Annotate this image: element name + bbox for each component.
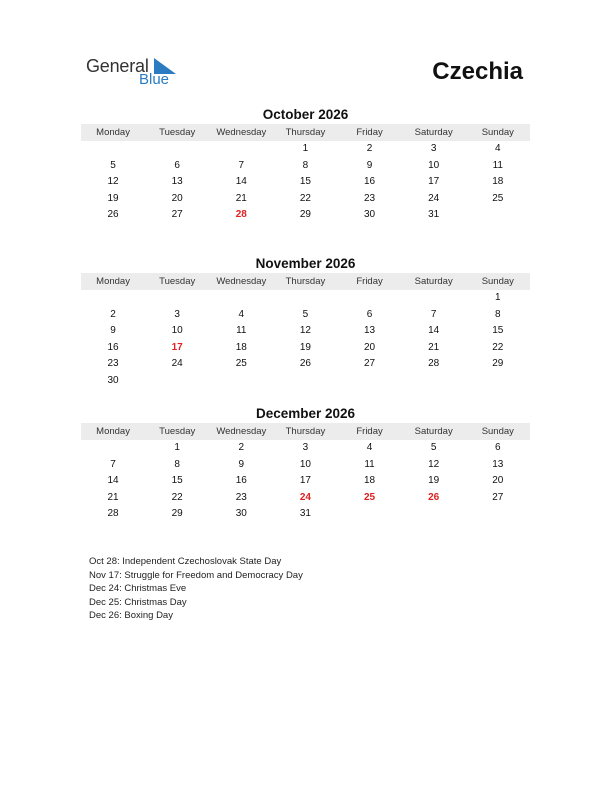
- month-october: [81, 106, 530, 224]
- day-cell: 22: [299, 192, 311, 204]
- weekday-label: Saturday: [414, 276, 453, 287]
- day-cell: 5: [110, 159, 116, 171]
- day-cell: 20: [171, 192, 183, 204]
- day-cell: 10: [171, 325, 183, 337]
- day-cell: 16: [107, 341, 119, 353]
- empty-day-cell: [466, 207, 530, 224]
- day-cell: 25: [492, 192, 504, 204]
- day-cell: 15: [492, 325, 504, 337]
- day-cell: 6: [495, 442, 501, 453]
- day-cell: 9: [366, 159, 373, 171]
- day-cell: 31: [299, 508, 311, 520]
- empty-day-cell: [273, 373, 337, 390]
- day-cell: 18: [492, 176, 504, 188]
- day-cell: 4: [366, 442, 373, 453]
- day-cell: 11: [236, 325, 247, 337]
- day-cell: 19: [107, 192, 119, 204]
- day-cell: 21: [107, 491, 119, 503]
- weekday-label: Tuesday: [159, 426, 196, 437]
- day-cell: 23: [107, 358, 119, 370]
- day-cell: 11: [492, 159, 503, 171]
- day-cell: 14: [428, 325, 440, 337]
- weekday-label: Saturday: [414, 426, 453, 437]
- day-cell: 31: [428, 209, 440, 221]
- empty-day-cell: [338, 506, 402, 523]
- day-cell: 6: [366, 308, 373, 320]
- day-cell: 5: [430, 442, 437, 453]
- weekday-label: Wednesday: [216, 276, 267, 287]
- empty-day-cell: [81, 290, 145, 307]
- day-cell: 26: [428, 491, 440, 503]
- holiday-entry: Dec 26: Boxing Day: [89, 610, 173, 622]
- day-cell: 21: [235, 192, 247, 204]
- day-cell: 16: [235, 475, 247, 487]
- empty-day-cell: [145, 373, 209, 390]
- day-cell: 24: [299, 491, 311, 503]
- empty-day-cell: [402, 506, 466, 523]
- day-cell: 24: [428, 192, 440, 204]
- empty-day-cell: [145, 290, 209, 307]
- empty-day-cell: [273, 290, 337, 307]
- day-cell: 1: [495, 292, 501, 303]
- weekday-header: [81, 124, 530, 141]
- day-cell: 15: [171, 475, 183, 487]
- day-cell: 3: [302, 442, 309, 453]
- day-cell: 3: [430, 143, 437, 154]
- empty-day-cell: [338, 373, 402, 390]
- logo-word-general: General: [86, 56, 149, 76]
- empty-day-cell: [402, 373, 466, 390]
- day-cell: 25: [364, 491, 376, 503]
- weekday-label: Thursday: [285, 276, 326, 287]
- day-cell: 25: [235, 358, 247, 370]
- day-cell: 27: [171, 209, 183, 221]
- day-cell: 2: [366, 143, 373, 154]
- day-cell: 20: [364, 341, 376, 353]
- empty-day-cell: [402, 290, 466, 307]
- weekday-label: Thursday: [285, 127, 326, 138]
- weekday-label: Tuesday: [159, 127, 196, 138]
- empty-day-cell: [145, 141, 209, 158]
- day-cell: 2: [110, 308, 116, 320]
- weekday-label: Sunday: [481, 276, 514, 287]
- empty-day-cell: [209, 373, 273, 390]
- day-cell: 7: [430, 308, 437, 320]
- weekday-label: Friday: [356, 276, 383, 287]
- weekday-label: Monday: [96, 276, 130, 287]
- day-cell: 11: [364, 458, 375, 470]
- day-cell: 16: [364, 176, 376, 188]
- day-cell: 22: [171, 491, 183, 503]
- month-december: [81, 405, 530, 523]
- logo: [86, 56, 186, 92]
- day-grid: [81, 141, 530, 224]
- weekday-header: [81, 423, 530, 440]
- holiday-list: [89, 555, 303, 623]
- day-cell: 29: [171, 508, 183, 520]
- weekday-label: Tuesday: [159, 276, 196, 287]
- day-cell: 28: [428, 358, 440, 370]
- day-cell: 20: [492, 475, 504, 487]
- day-cell: 14: [107, 475, 119, 487]
- day-cell: 19: [428, 475, 440, 487]
- weekday-label: Sunday: [481, 127, 514, 138]
- empty-day-cell: [466, 506, 530, 523]
- day-cell: 22: [492, 341, 504, 353]
- day-cell: 10: [299, 458, 311, 470]
- day-cell: 30: [107, 374, 119, 386]
- day-cell: 13: [171, 176, 183, 188]
- day-cell: 9: [110, 325, 116, 337]
- day-cell: 12: [107, 176, 119, 188]
- day-cell: 9: [238, 458, 245, 470]
- day-cell: 17: [299, 475, 311, 487]
- day-cell: 29: [492, 358, 504, 370]
- day-cell: 24: [171, 358, 183, 370]
- country-title: Czechia: [432, 58, 523, 85]
- holiday-entry: Dec 25: Christmas Day: [89, 596, 187, 608]
- day-grid: [81, 290, 530, 390]
- holiday-entry: Oct 28: Independent Czechoslovak State Day: [89, 556, 282, 567]
- day-cell: 4: [238, 308, 245, 320]
- day-cell: 23: [235, 491, 247, 503]
- weekday-label: Saturday: [414, 127, 453, 138]
- day-cell: 27: [364, 358, 376, 370]
- month-title: December 2026: [255, 406, 356, 421]
- day-cell: 27: [492, 491, 504, 503]
- weekday-label: Sunday: [481, 426, 514, 437]
- day-cell: 2: [238, 442, 245, 453]
- day-cell: 7: [238, 159, 245, 171]
- day-cell: 1: [302, 143, 309, 154]
- day-cell: 17: [171, 341, 183, 353]
- day-cell: 12: [299, 325, 311, 337]
- holiday-entry: Nov 17: Struggle for Freedom and Democracy Day: [89, 569, 303, 581]
- day-cell: 13: [492, 458, 504, 470]
- day-cell: 4: [495, 143, 501, 154]
- day-cell: 10: [428, 159, 440, 171]
- empty-day-cell: [338, 290, 402, 307]
- day-cell: 18: [364, 475, 376, 487]
- day-cell: 8: [495, 308, 501, 320]
- logo-word-blue: Blue: [139, 71, 170, 88]
- day-cell: 30: [364, 209, 376, 221]
- day-cell: 8: [174, 458, 180, 470]
- weekday-label: Wednesday: [216, 127, 267, 138]
- day-cell: 3: [174, 308, 180, 320]
- day-cell: 29: [299, 209, 311, 221]
- weekday-label: Wednesday: [216, 426, 267, 437]
- weekday-label: Monday: [96, 127, 130, 138]
- day-cell: 18: [235, 341, 247, 353]
- month-title: October 2026: [262, 107, 349, 122]
- month-title: November 2026: [255, 256, 356, 271]
- day-cell: 1: [174, 442, 180, 453]
- day-cell: 7: [110, 458, 116, 470]
- day-cell: 6: [174, 159, 180, 171]
- day-cell: 17: [428, 176, 440, 188]
- day-cell: 5: [302, 308, 309, 320]
- weekday-label: Friday: [356, 426, 383, 437]
- day-cell: 23: [364, 192, 376, 204]
- day-cell: 26: [107, 209, 119, 221]
- holiday-entry: Dec 24: Christmas Eve: [89, 583, 187, 595]
- day-cell: 28: [235, 209, 247, 221]
- weekday-label: Thursday: [285, 426, 326, 437]
- empty-day-cell: [466, 373, 530, 390]
- day-cell: 26: [299, 358, 311, 370]
- day-cell: 14: [235, 176, 247, 188]
- empty-day-cell: [81, 440, 145, 457]
- empty-day-cell: [209, 290, 273, 307]
- day-cell: 21: [428, 341, 440, 353]
- day-cell: 13: [364, 325, 376, 337]
- day-cell: 28: [107, 508, 119, 520]
- day-grid: [81, 440, 530, 523]
- weekday-label: Monday: [96, 426, 130, 437]
- empty-day-cell: [81, 141, 145, 158]
- day-cell: 30: [235, 508, 247, 520]
- month-november: [81, 255, 530, 390]
- day-cell: 19: [299, 341, 311, 353]
- day-cell: 15: [299, 176, 311, 188]
- day-cell: 12: [428, 458, 440, 470]
- day-cell: 8: [302, 159, 309, 171]
- weekday-label: Friday: [356, 127, 383, 138]
- weekday-header: [81, 273, 530, 290]
- empty-day-cell: [209, 141, 273, 158]
